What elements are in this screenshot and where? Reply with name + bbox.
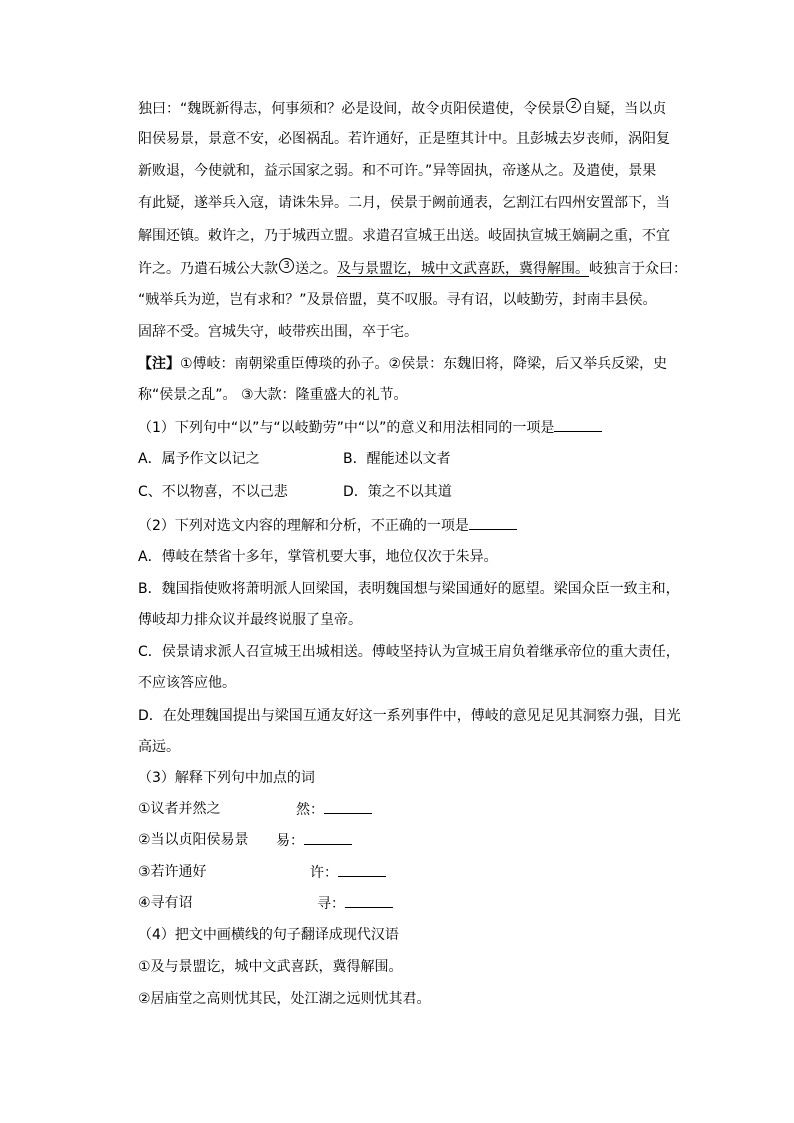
passage-text: 许之。乃遣石城公大款 [138, 261, 278, 277]
word-label: 寻： [317, 896, 345, 912]
q3-stem: （3）解释下列句中加点的词 [138, 770, 315, 786]
q2-option-c-line-1: C．侯景请求派人召宣城王出城相送。傅岐坚持认为宣城王肩负着继承帝位的重大责任， [138, 644, 680, 660]
passage-line-3: 新败退，今使就和，益示国家之弱。和不可许。”异等固执，帝遂从之。及遣使，景果 [138, 163, 657, 179]
passage-line-4: 有此疑，遂举兵入寇，请诛朱异。二月，侯景于阙前通表，乞割江右四州安置部下，当 [138, 195, 670, 211]
notes-line-1 [138, 354, 667, 374]
q2-option-b-line-2: 傅岐却力排众议并最终说服了皇帝。 [138, 612, 362, 628]
q2-option-c-line-2: 不应该答应他。 [138, 675, 236, 691]
notes-text: ①傅岐：南朝梁重臣傅琰的孙子。②侯景：东魏旧将，降梁，后又举兵反梁，史 [180, 356, 668, 372]
passage-line-6 [138, 258, 687, 279]
passage-line-5: 解围还镇。敕许之，乃于城西立盟。求遣召宣城王出送。岐固执宣城王嫡嗣之重，不宜 [138, 228, 670, 244]
answer-blank[interactable] [345, 893, 393, 908]
answer-blank[interactable] [324, 799, 372, 814]
passage-line-7: “贼举兵为逆，岂有求和？”及景倍盟，莫不叹服。寻有诏，以岐勤劳，封南丰县侯。 [138, 292, 657, 308]
passage-line-8: 固辞不受。宫城失守，岐带疾出围，卒于宅。 [138, 324, 418, 340]
answer-blank[interactable] [469, 515, 517, 530]
answer-blank[interactable] [554, 417, 602, 432]
q2-option-d-line-1: D．在处理魏国提出与梁国互通友好这一系列事件中，傅岐的意见足见其洞察力强，目光 [138, 708, 681, 724]
word-label: 许： [310, 865, 338, 881]
q3-item-2: ②当以贞阳侯易景 [138, 832, 249, 848]
passage-text: 自疑，当以贞 [582, 101, 667, 117]
q1-option-b: B．醒能述以文者 [343, 451, 451, 467]
passage-text: 送之。 [295, 261, 337, 277]
word-label: 易： [276, 833, 304, 849]
word-label: 然： [296, 802, 324, 818]
q1-option-a: A．属予作文以记之 [138, 451, 260, 467]
underlined-sentence: 及与景盟讫，城中文武喜跃，冀得解围。 [337, 261, 589, 277]
q1-stem [138, 417, 602, 438]
q2-option-b-line-1: B．魏国指使败将萧明派人回梁国，表明魏国想与梁国通好的愿望。梁国众臣一致主和， [138, 581, 680, 597]
answer-blank[interactable] [304, 830, 352, 845]
q3-item-1-answer [296, 799, 372, 820]
q1-stem-text: （1）下列句中“以”与“以岐勤劳”中“以”的意义和用法相同的一项是 [138, 420, 555, 436]
q2-stem-text: （2）下列对选文内容的理解和分析，不正确的一项是 [138, 518, 469, 534]
answer-blank[interactable] [338, 862, 386, 877]
footnote-marker: 2 [566, 98, 581, 113]
passage-line-2: 阳侯易景，景意不安，必图祸乱。若许通好，正是堕其计中。且彭城去岁丧师，涡阳复 [138, 131, 670, 147]
q1-option-d: D．策之不以其道 [343, 484, 452, 500]
q3-item-3-answer [310, 862, 386, 883]
q3-item-3: ③若许通好 [138, 864, 207, 880]
passage-text: 岐独言于众曰： [589, 261, 687, 277]
footnote-marker: 3 [279, 258, 294, 273]
q3-item-4: ④寻有诏 [138, 895, 193, 911]
notes-label: 【注】 [138, 356, 180, 372]
q3-item-2-answer [276, 830, 352, 851]
q2-option-d-line-2: 高远。 [138, 739, 180, 755]
q1-option-c: C、不以物喜，不以己悲 [138, 484, 288, 500]
passage-line-1 [138, 98, 666, 119]
q4-sentence-2: ②居庙堂之高则忧其民，处江湖之远则忧其君。 [138, 991, 431, 1007]
notes-line-2: 称“侯景之乱”。 ③大款：隆重盛大的礼节。 [138, 387, 408, 403]
q3-item-1: ①议者并然之 [138, 801, 221, 817]
q3-item-4-answer [317, 893, 393, 914]
q4-stem: （4）把文中画横线的句子翻译成现代汉语 [138, 927, 399, 943]
passage-text: 独曰：“魏既新得志，何事须和？必是设间，故令贞阳侯遣使，令侯景 [138, 101, 566, 117]
q2-stem [138, 515, 517, 536]
q4-sentence-1: ①及与景盟讫，城中文武喜跃，冀得解围。 [138, 959, 403, 975]
q2-option-a: A．傅岐在禁省十多年，掌管机要大事，地位仅次于朱异。 [138, 549, 498, 565]
